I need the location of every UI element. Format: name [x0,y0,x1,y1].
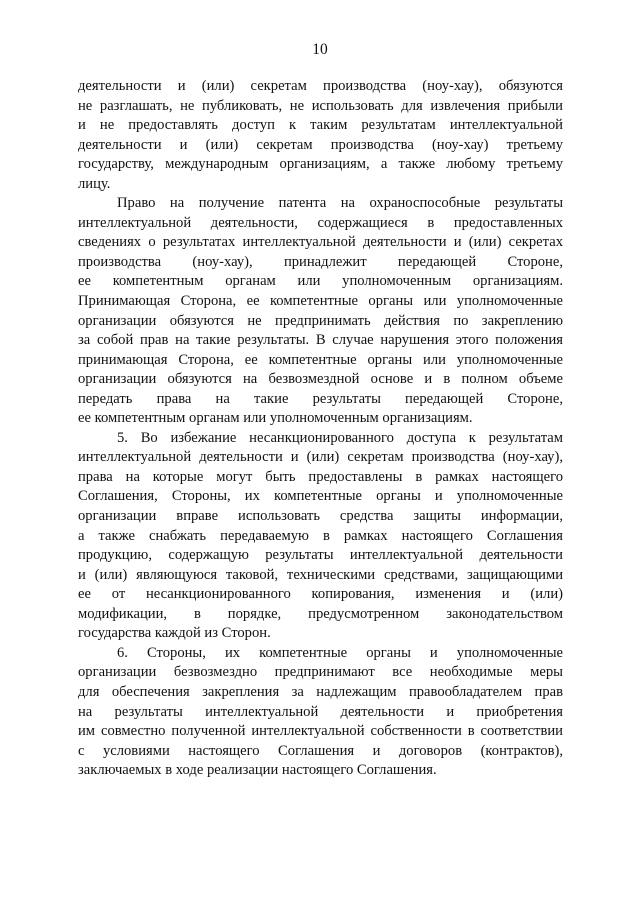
text-line: на результаты интеллектуальной деятельности и приобретения [78,703,563,720]
text-line: и (или) являющуюся таковой, техническими средствами, защищающими [78,566,563,583]
text-line: интеллектуальной деятельности, содержащиеся в предоставленных [78,214,563,231]
paragraph [78,194,563,429]
text-line: организации обязуются на безвозмездной основе и в полном объеме [78,371,563,388]
text-line: заключаемых в ходе реализации настоящего Соглашения. [78,762,437,779]
document-body [78,77,563,781]
text-line: 6. Стороны, их компетентные органы и уполномоченные [117,644,563,661]
paragraph [78,429,563,644]
text-line: производства (ноу-хау), принадлежит передающей Стороне, [78,253,563,270]
text-line: государству, международным организациям, а также любому третьему [78,156,563,173]
text-line: модификации, в порядке, предусмотренном законодательством [78,605,563,622]
text-line: интеллектуальной деятельности и (или) секретам производства (ноу-хау), [78,449,563,466]
text-line: Право на получение патента на охраноспособные результаты [117,195,563,212]
text-line: с условиями настоящего Соглашения и договоров (контрактов), [78,742,563,759]
text-line: ее компетентным органам или уполномоченным организациям. [78,273,563,290]
page-number: 10 [312,41,328,58]
text-line: а также снабжать передаваемую в рамках настоящего Соглашения [78,527,563,544]
text-line: Принимающая Сторона, ее компетентные органы или уполномоченные [78,293,563,310]
text-line: ее компетентным органам или уполномоченным организациям. [78,410,473,427]
text-line: не разглашать, не публиковать, не использовать для извлечения прибыли [78,97,563,114]
text-line: организации вправе использовать средства защиты информации, [78,508,563,525]
text-line: деятельности и (или) секретам производства (ноу-хау), обязуются [78,78,563,94]
text-line: 5. Во избежание несанкционированного доступа к результатам [117,429,563,446]
text-line: права на которые могут быть предоставлены в рамках настоящего [78,468,563,485]
text-line: ее от несанкционированного копирования, изменения и (или) [78,586,563,603]
text-line: принимающая Сторона, ее компетентные органы или уполномоченные [78,351,563,368]
text-line: сведениях о результатах интеллектуальной деятельности и (или) секретах [78,234,563,251]
text-line: деятельности и (или) секретам производства (ноу-хау) третьему [78,136,563,153]
text-line: организации обязуются не предпринимать действия по закреплению [78,312,563,329]
text-line: лицу. [78,175,111,192]
text-line: продукцию, содержащую результаты интеллектуальной деятельности [78,547,563,564]
paragraph [78,77,563,194]
text-line: Соглашения, Стороны, их компетентные органы и уполномоченные [78,488,563,505]
text-line: им совместно полученной интеллектуальной собственности в соответствии [78,723,563,740]
paragraph [78,644,563,781]
text-line: передать права на такие результаты передающей Стороне, [78,390,563,407]
text-line: государства каждой из Сторон. [78,625,271,642]
text-line: и не предоставлять доступ к таким результатам интеллектуальной [78,117,563,134]
text-line: организации безвозмездно предпринимают все необходимые меры [78,664,563,681]
text-line: для обеспечения закрепления за надлежащим правообладателем прав [78,683,563,700]
text-line: за собой прав на такие результаты. В случае нарушения этого положения [78,332,563,349]
